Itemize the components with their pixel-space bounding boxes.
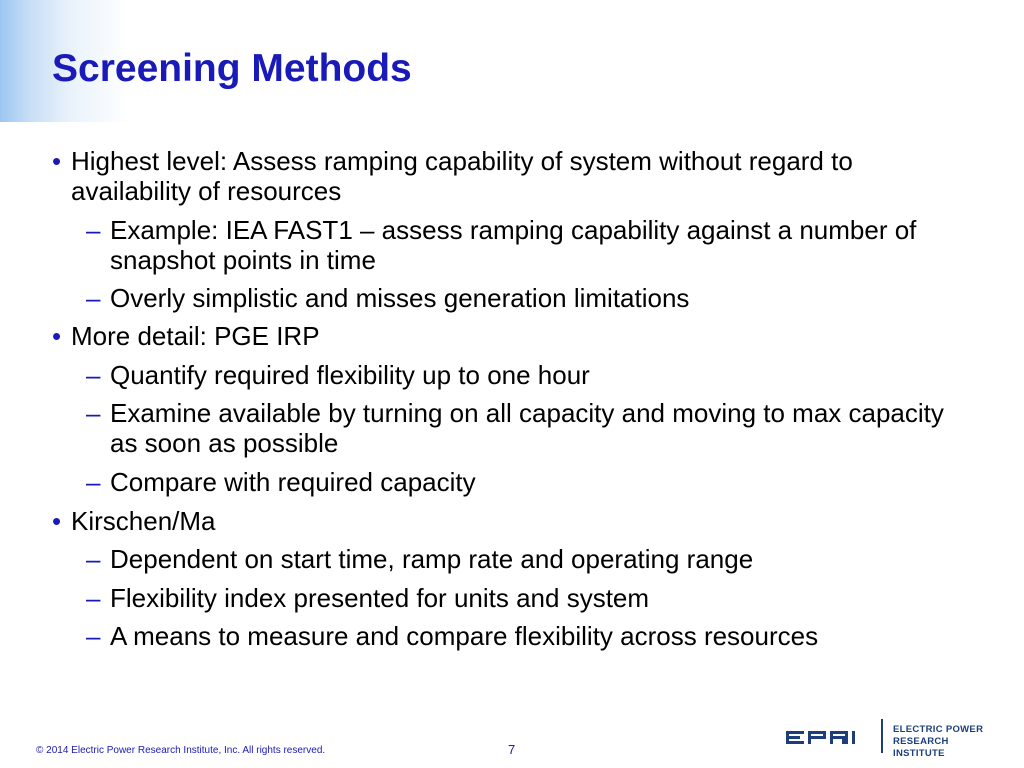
- dash-marker: –: [86, 544, 101, 574]
- page-number: 7: [508, 742, 516, 757]
- bullet-item: [52, 321, 931, 351]
- sub-bullet-text: Examine available by turning on all capacity and moving to max capacity as soon as possible: [110, 398, 944, 458]
- dash-marker: –: [86, 398, 101, 428]
- sub-bullet-item: [86, 398, 970, 458]
- dash-marker: –: [86, 467, 101, 497]
- sub-bullet-text: Flexibility index presented for units and system: [110, 583, 650, 613]
- epri-logo: [784, 716, 1004, 759]
- dash-marker: –: [86, 283, 101, 313]
- sub-bullet-text: Example: IEA FAST1 – assess ramping capability against a number of snapshot points in time: [110, 215, 917, 275]
- sub-bullet-item: [86, 621, 970, 651]
- sub-bullet-item: [86, 283, 970, 313]
- slide-title: Screening Methods: [52, 47, 412, 90]
- sub-bullet-item: [86, 467, 970, 497]
- sub-bullet-text: Dependent on start time, ramp rate and operating range: [110, 544, 754, 574]
- dash-marker: –: [86, 583, 101, 613]
- sub-bullet-item: [86, 583, 970, 613]
- sub-bullet-item: [86, 215, 970, 275]
- bullet-marker: •: [52, 146, 62, 176]
- dash-marker: –: [86, 360, 101, 390]
- sub-bullet-item: [86, 544, 970, 574]
- sub-bullet-text: Compare with required capacity: [110, 467, 476, 497]
- sub-bullet-item: [86, 360, 970, 390]
- bullet-marker: •: [52, 506, 62, 536]
- bullet-text: More detail: PGE IRP: [71, 321, 320, 351]
- bullet-item: [52, 506, 931, 536]
- copyright-notice: © 2014 Electric Power Research Institute, Inc. All rights reserved.: [36, 745, 326, 756]
- logo-tagline: ELECTRIC POWER RESEARCH INSTITUTE: [893, 724, 984, 759]
- dash-marker: –: [86, 215, 101, 245]
- epri-wordmark-icon: [784, 716, 884, 756]
- dash-marker: –: [86, 621, 101, 651]
- bullet-text: Highest level: Assess ramping capability of system without regard to availability of resources: [71, 146, 853, 206]
- sub-bullet-text: Overly simplistic and misses generation limitations: [110, 283, 690, 313]
- bullet-text: Kirschen/Ma: [71, 506, 216, 536]
- sub-bullet-text: Quantify required flexibility up to one hour: [110, 360, 590, 390]
- bullet-marker: •: [52, 321, 62, 351]
- bullet-item: [52, 146, 931, 206]
- sub-bullet-text: A means to measure and compare flexibility across resources: [110, 621, 819, 651]
